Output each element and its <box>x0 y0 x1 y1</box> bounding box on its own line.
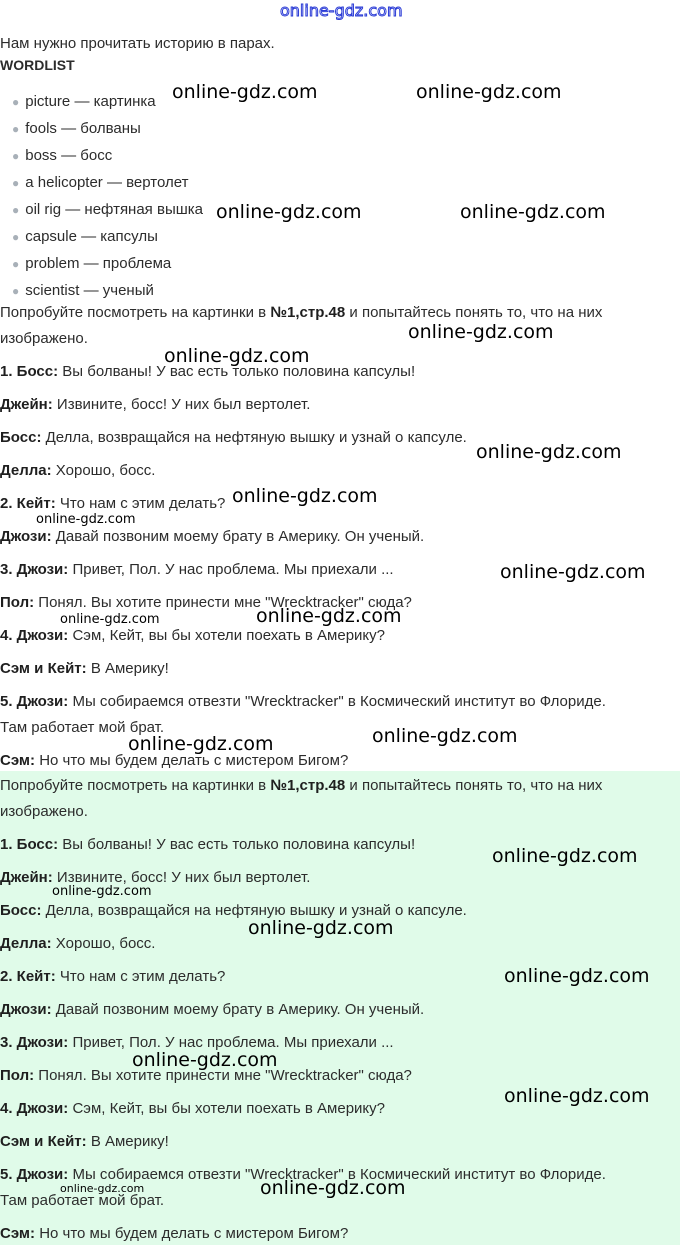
watermark: online-gdz.com <box>504 965 650 987</box>
watermark: online-gdz.com <box>216 201 362 223</box>
watermark: online-gdz.com <box>60 612 160 627</box>
dialogue-line-continued: Там работает мой брат. <box>0 1192 165 1209</box>
dialogue-line: 5. Джози: Мы собираемся отвезти "Wrecktracker" в Космический институт во Флориде. <box>0 1166 606 1183</box>
dialogue-line: Сэм и Кейт: В Америку! <box>0 660 169 677</box>
dialogue-line: Сэм: Но что мы будем делать с мистером Бигом? <box>0 1225 349 1242</box>
watermark: online-gdz.com <box>256 605 402 627</box>
dialogue-line: Джози: Давай позвоним моему брату в Америку. Он ученый. <box>0 528 425 545</box>
intro-text: Нам нужно прочитать историю в парах. <box>0 35 275 52</box>
top-watermark: online-gdz.com <box>280 1 403 20</box>
list-item: ● picture — картинка <box>12 93 156 110</box>
dialogue-line: 1. Босс: Вы болваны! У вас есть только половина капсулы! <box>0 363 416 380</box>
bullet-icon: ● <box>12 284 20 298</box>
dialogue-line: 3. Джози: Привет, Пол. У нас проблема. Мы приехали ... <box>0 561 394 578</box>
dialogue-line: 4. Джози: Сэм, Кейт, вы бы хотели поехать в Америку? <box>0 627 385 644</box>
dialogue-line: 1. Босс: Вы болваны! У вас есть только половина капсулы! <box>0 836 416 853</box>
watermark: online-gdz.com <box>172 81 318 103</box>
dialogue-line: 4. Джози: Сэм, Кейт, вы бы хотели поехать в Америку? <box>0 1100 385 1117</box>
list-item: ● boss — босс <box>12 147 113 164</box>
dialogue-line: Делла: Хорошо, босс. <box>0 935 156 952</box>
dialogue-line: Сэм и Кейт: В Америку! <box>0 1133 169 1150</box>
dialogue-line: 2. Кейт: Что нам с этим делать? <box>0 495 226 512</box>
bullet-icon: ● <box>12 203 20 217</box>
bullet-icon: ● <box>12 122 20 136</box>
watermark: online-gdz.com <box>60 1182 145 1195</box>
dialogue-line: Босс: Делла, возвращайся на нефтяную вышку и узнай о капсуле. <box>0 902 467 919</box>
dialogue-line: Сэм: Но что мы будем делать с мистером Бигом? <box>0 752 349 769</box>
watermark: online-gdz.com <box>164 345 310 367</box>
watermark: online-gdz.com <box>232 485 378 507</box>
dialogue-line: 2. Кейт: Что нам с этим делать? <box>0 968 226 985</box>
bullet-icon: ● <box>12 257 20 271</box>
list-item: ● problem — проблема <box>12 255 172 272</box>
watermark: online-gdz.com <box>132 1049 278 1071</box>
dialogue-line: Джози: Давай позвоним моему брату в Америку. Он ученый. <box>0 1001 425 1018</box>
watermark: online-gdz.com <box>500 561 646 583</box>
watermark: online-gdz.com <box>36 512 136 527</box>
instruction-line: Попробуйте посмотреть на картинки в №1,стр.48 и попытайтесь понять то, что на них <box>0 304 603 321</box>
watermark: online-gdz.com <box>260 1177 406 1199</box>
instruction-line-2: изображено. <box>0 330 88 347</box>
wordlist-title: WORDLIST <box>0 57 75 73</box>
watermark: online-gdz.com <box>476 441 622 463</box>
bullet-icon: ● <box>12 149 20 163</box>
watermark: online-gdz.com <box>248 917 394 939</box>
dialogue-line: Пол: Понял. Вы хотите принести мне "Wrecktracker" сюда? <box>0 594 412 611</box>
watermark: online-gdz.com <box>372 725 518 747</box>
dialogue-line: 5. Джози: Мы собираемся отвезти "Wrecktracker" в Космический институт во Флориде. <box>0 693 606 710</box>
bullet-icon: ● <box>12 95 20 109</box>
dialogue-line: Джейн: Извините, босс! У них был вертолет. <box>0 869 311 886</box>
dialogue-line-continued: Там работает мой брат. <box>0 719 165 736</box>
watermark: online-gdz.com <box>504 1085 650 1107</box>
instruction-line-2: изображено. <box>0 803 88 820</box>
list-item: ● capsule — капсулы <box>12 228 158 245</box>
dialogue-line: Джейн: Извините, босс! У них был вертолет. <box>0 396 311 413</box>
bullet-icon: ● <box>12 176 20 190</box>
dialogue-line: Пол: Понял. Вы хотите принести мне "Wrecktracker" сюда? <box>0 1067 412 1084</box>
watermark: online-gdz.com <box>492 845 638 867</box>
watermark: online-gdz.com <box>460 201 606 223</box>
watermark: online-gdz.com <box>128 733 274 755</box>
list-item: ● a helicopter — вертолет <box>12 174 189 191</box>
watermark: online-gdz.com <box>408 321 554 343</box>
dialogue-line: Босс: Делла, возвращайся на нефтяную вышку и узнай о капсуле. <box>0 429 467 446</box>
dialogue-line: Делла: Хорошо, босс. <box>0 462 156 479</box>
watermark: online-gdz.com <box>416 81 562 103</box>
bullet-icon: ● <box>12 230 20 244</box>
list-item: ● scientist — ученый <box>12 282 154 299</box>
watermark: online-gdz.com <box>52 884 152 899</box>
list-item: ● fools — болваны <box>12 120 141 137</box>
instruction-line: Попробуйте посмотреть на картинки в №1,стр.48 и попытайтесь понять то, что на них <box>0 777 603 794</box>
list-item: ● oil rig — нефтяная вышка <box>12 201 203 218</box>
dialogue-line: 3. Джози: Привет, Пол. У нас проблема. Мы приехали ... <box>0 1034 394 1051</box>
